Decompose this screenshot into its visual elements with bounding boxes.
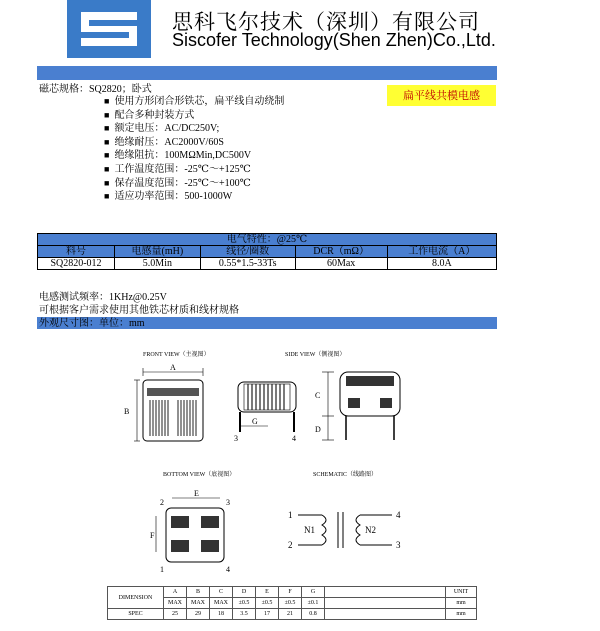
- winding-n1-label: N1: [304, 525, 315, 535]
- dim-spec: 17: [256, 609, 279, 620]
- dim-c-label: C: [315, 391, 321, 400]
- side-view: [234, 382, 296, 443]
- dim-col: G: [302, 587, 325, 598]
- feature-item: ■ 保存温度范围：-25℃～+100℃: [104, 177, 284, 191]
- logo-s-icon: [67, 0, 151, 58]
- dim-d-label: D: [315, 425, 321, 434]
- col-header: DCR（mΩ）: [295, 246, 387, 258]
- dim-tol: ±0.1: [302, 598, 325, 609]
- side-pin3-label: 3: [234, 434, 238, 443]
- dim-a-label: A: [170, 363, 176, 372]
- bottom-pin2-label: 2: [160, 498, 164, 507]
- winding-n2-label: N2: [365, 525, 376, 535]
- company-logo: [67, 0, 151, 58]
- unit-label: UNIT: [446, 587, 477, 598]
- dim-col: D: [233, 587, 256, 598]
- feature-item: ■ 绝缘耐压：AC2000V/60S: [104, 136, 284, 150]
- feature-item: ■ 使用方形闭合形铁芯，扁平线自动绕制: [104, 95, 284, 109]
- dimension-table: [107, 586, 477, 620]
- side-view-title: SIDE VIEW（侧视图）: [285, 352, 346, 358]
- dim-col: F: [279, 587, 302, 598]
- row-label-spec: SPEC: [108, 609, 164, 620]
- dim-col: E: [256, 587, 279, 598]
- feature-item: ■ 工作温度范围：-25℃～+125℃: [104, 163, 284, 177]
- dim-spec: 25: [164, 609, 187, 620]
- schematic-title: SCHEMATIC（线路图）: [313, 472, 378, 478]
- feature-item: ■ 适应功率范围：500-1000W: [104, 190, 284, 204]
- company-name-en: Siscofer Technology(Shen Zhen)Co.,Ltd.: [172, 30, 496, 50]
- electrical-caption: 电气特性：@25℃: [38, 234, 497, 246]
- col-header: 料号: [38, 246, 115, 258]
- bottom-pin1-label: 1: [160, 565, 164, 574]
- table-cell: 8.0A: [387, 258, 496, 270]
- product-badge: 扁平线共模电感: [387, 85, 496, 106]
- schematic-pin3-label: 3: [396, 540, 401, 550]
- dim-spec: 29: [187, 609, 210, 620]
- dim-tol: MAX: [164, 598, 187, 609]
- dim-tol: ±0.5: [233, 598, 256, 609]
- dim-f-label: F: [150, 531, 155, 540]
- dims-title: 外观尺寸图：单位：mm: [39, 318, 145, 329]
- bottom-pin4-label: 4: [226, 565, 230, 574]
- feature-item: ■ 配合多种封装方式: [104, 109, 284, 123]
- col-header: 电感量(mH): [115, 246, 201, 258]
- dim-tol: MAX: [210, 598, 233, 609]
- header-divider-bar: [37, 66, 497, 80]
- side-pin4-label: 4: [292, 434, 296, 443]
- dim-spec: 18: [210, 609, 233, 620]
- electrical-table: [37, 233, 497, 270]
- dim-col: A: [164, 587, 187, 598]
- dim-tol: MAX: [187, 598, 210, 609]
- core-spec: 磁芯规格：SQ2820；卧式: [39, 84, 152, 95]
- test-frequency: 电感测试频率：1KHz@0.25V: [39, 292, 167, 303]
- schematic-pin1-label: 1: [288, 510, 293, 520]
- front-view-title: FRONT VIEW（主视图）: [143, 352, 210, 358]
- table-cell: 5.0Min: [115, 258, 201, 270]
- table-cell: SQ2820-012: [38, 258, 115, 270]
- bottom-view: [150, 489, 230, 574]
- dim-b-label: B: [124, 407, 130, 416]
- dimension-drawing: [0, 340, 600, 585]
- bottom-view-title: BOTTOM VIEW（底视图）: [163, 472, 236, 478]
- table-cell: 0.55*1.5-33Ts: [200, 258, 295, 270]
- feature-item: ■ 绝缘阻抗：100MΩMin,DC500V: [104, 149, 284, 163]
- dim-col: C: [210, 587, 233, 598]
- feature-item: ■ 额定电压：AC/DC250V;: [104, 122, 284, 136]
- dim-spec: 3.5: [233, 609, 256, 620]
- dim-e-label: E: [194, 489, 199, 498]
- schematic-pin4-label: 4: [396, 510, 401, 520]
- dim-col: B: [187, 587, 210, 598]
- schematic-pin2-label: 2: [288, 540, 293, 550]
- col-header: 线径/圈数: [200, 246, 295, 258]
- dim-tol: ±0.5: [256, 598, 279, 609]
- side-view-end: [315, 372, 400, 440]
- company-name-cn: 思科飞尔技术（深圳）有限公司: [172, 10, 480, 34]
- bottom-pin3-label: 3: [226, 498, 230, 507]
- col-header: 工作电流（A）: [387, 246, 496, 258]
- feature-list: [104, 95, 284, 204]
- dim-spec: 21: [279, 609, 302, 620]
- table-cell: 60Max: [295, 258, 387, 270]
- custom-note: 可根据客户需求使用其他铁芯材质和线材规格: [39, 305, 239, 316]
- front-view: [124, 363, 203, 441]
- unit-value: mm: [446, 609, 477, 620]
- row-label-dimension: DIMENSION: [108, 587, 164, 609]
- dim-g-label: G: [252, 417, 258, 426]
- table-row: [38, 258, 497, 270]
- dim-spec: 0.8: [302, 609, 325, 620]
- unit-value: mm: [446, 598, 477, 609]
- dim-tol: ±0.5: [279, 598, 302, 609]
